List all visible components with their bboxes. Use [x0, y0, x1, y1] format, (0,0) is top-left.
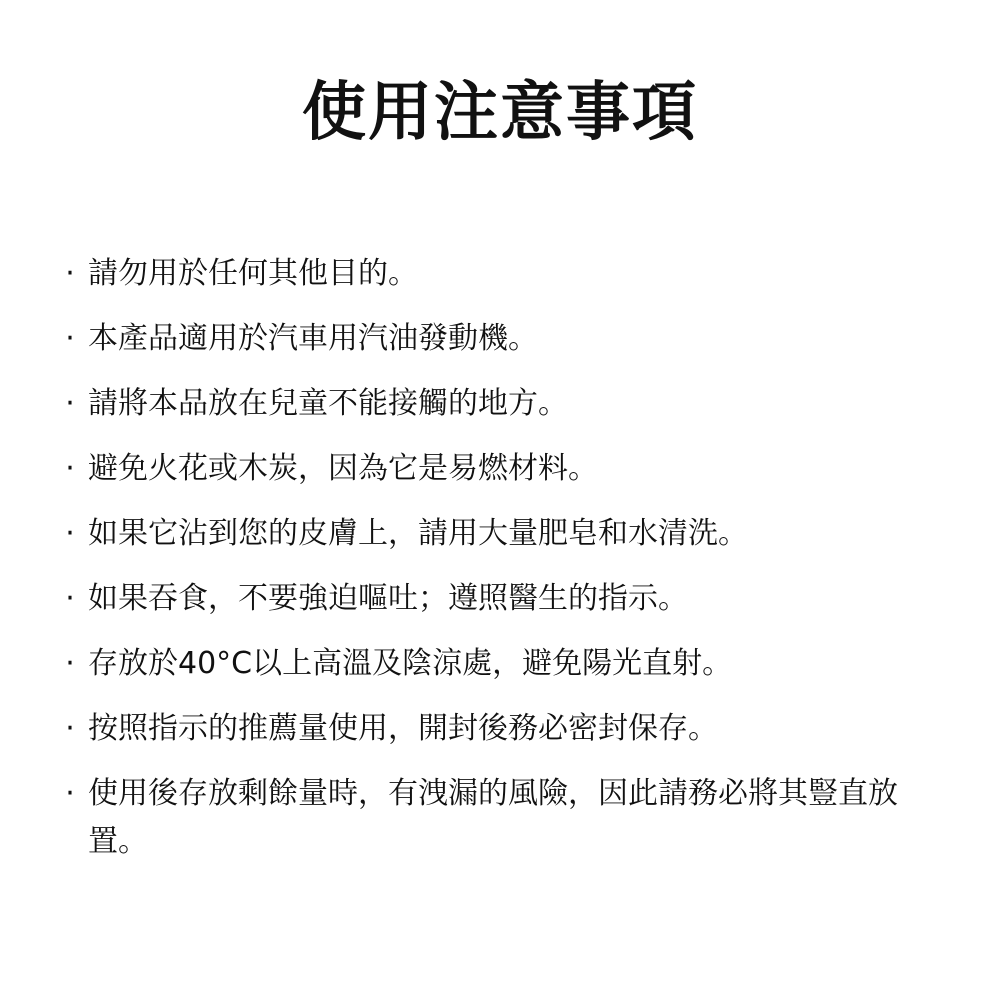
note-text: 避免火花或木炭，因為它是易燃材料。 [88, 451, 598, 486]
note-text: 使用後存放剩餘量時，有洩漏的風險，因此請務必將其豎直放置。 [88, 776, 898, 859]
bullet: · [65, 646, 75, 681]
list-item [60, 770, 950, 866]
note-text: 如果它沾到您的皮膚上，請用大量肥皂和水清洗。 [88, 516, 748, 551]
list-item [60, 510, 950, 558]
list-item [60, 380, 950, 428]
precautions-list [60, 250, 950, 883]
list-item [60, 445, 950, 493]
bullet: · [65, 386, 75, 421]
bullet: · [65, 581, 75, 616]
bullet: · [65, 711, 75, 746]
bullet: · [65, 321, 75, 356]
list-item [60, 705, 950, 753]
note-text: 如果吞食，不要強迫嘔吐；遵照醫生的指示。 [88, 581, 688, 616]
list-item [60, 250, 950, 298]
note-text: 本產品適用於汽車用汽油發動機。 [88, 321, 538, 356]
bullet: · [65, 516, 75, 551]
note-text: 按照指示的推薦量使用，開封後務必密封保存。 [88, 711, 718, 746]
list-item [60, 640, 950, 688]
page-title: 使用注意事項 [302, 76, 698, 150]
note-text: 請將本品放在兒童不能接觸的地方。 [88, 386, 568, 421]
bullet: · [65, 256, 75, 291]
list-item [60, 575, 950, 623]
bullet: · [65, 451, 75, 486]
note-text: 請勿用於任何其他目的。 [88, 256, 418, 291]
list-item [60, 315, 950, 363]
note-text: 存放於40°C以上高溫及陰涼處，避免陽光直射。 [88, 646, 733, 681]
bullet: · [65, 776, 75, 811]
